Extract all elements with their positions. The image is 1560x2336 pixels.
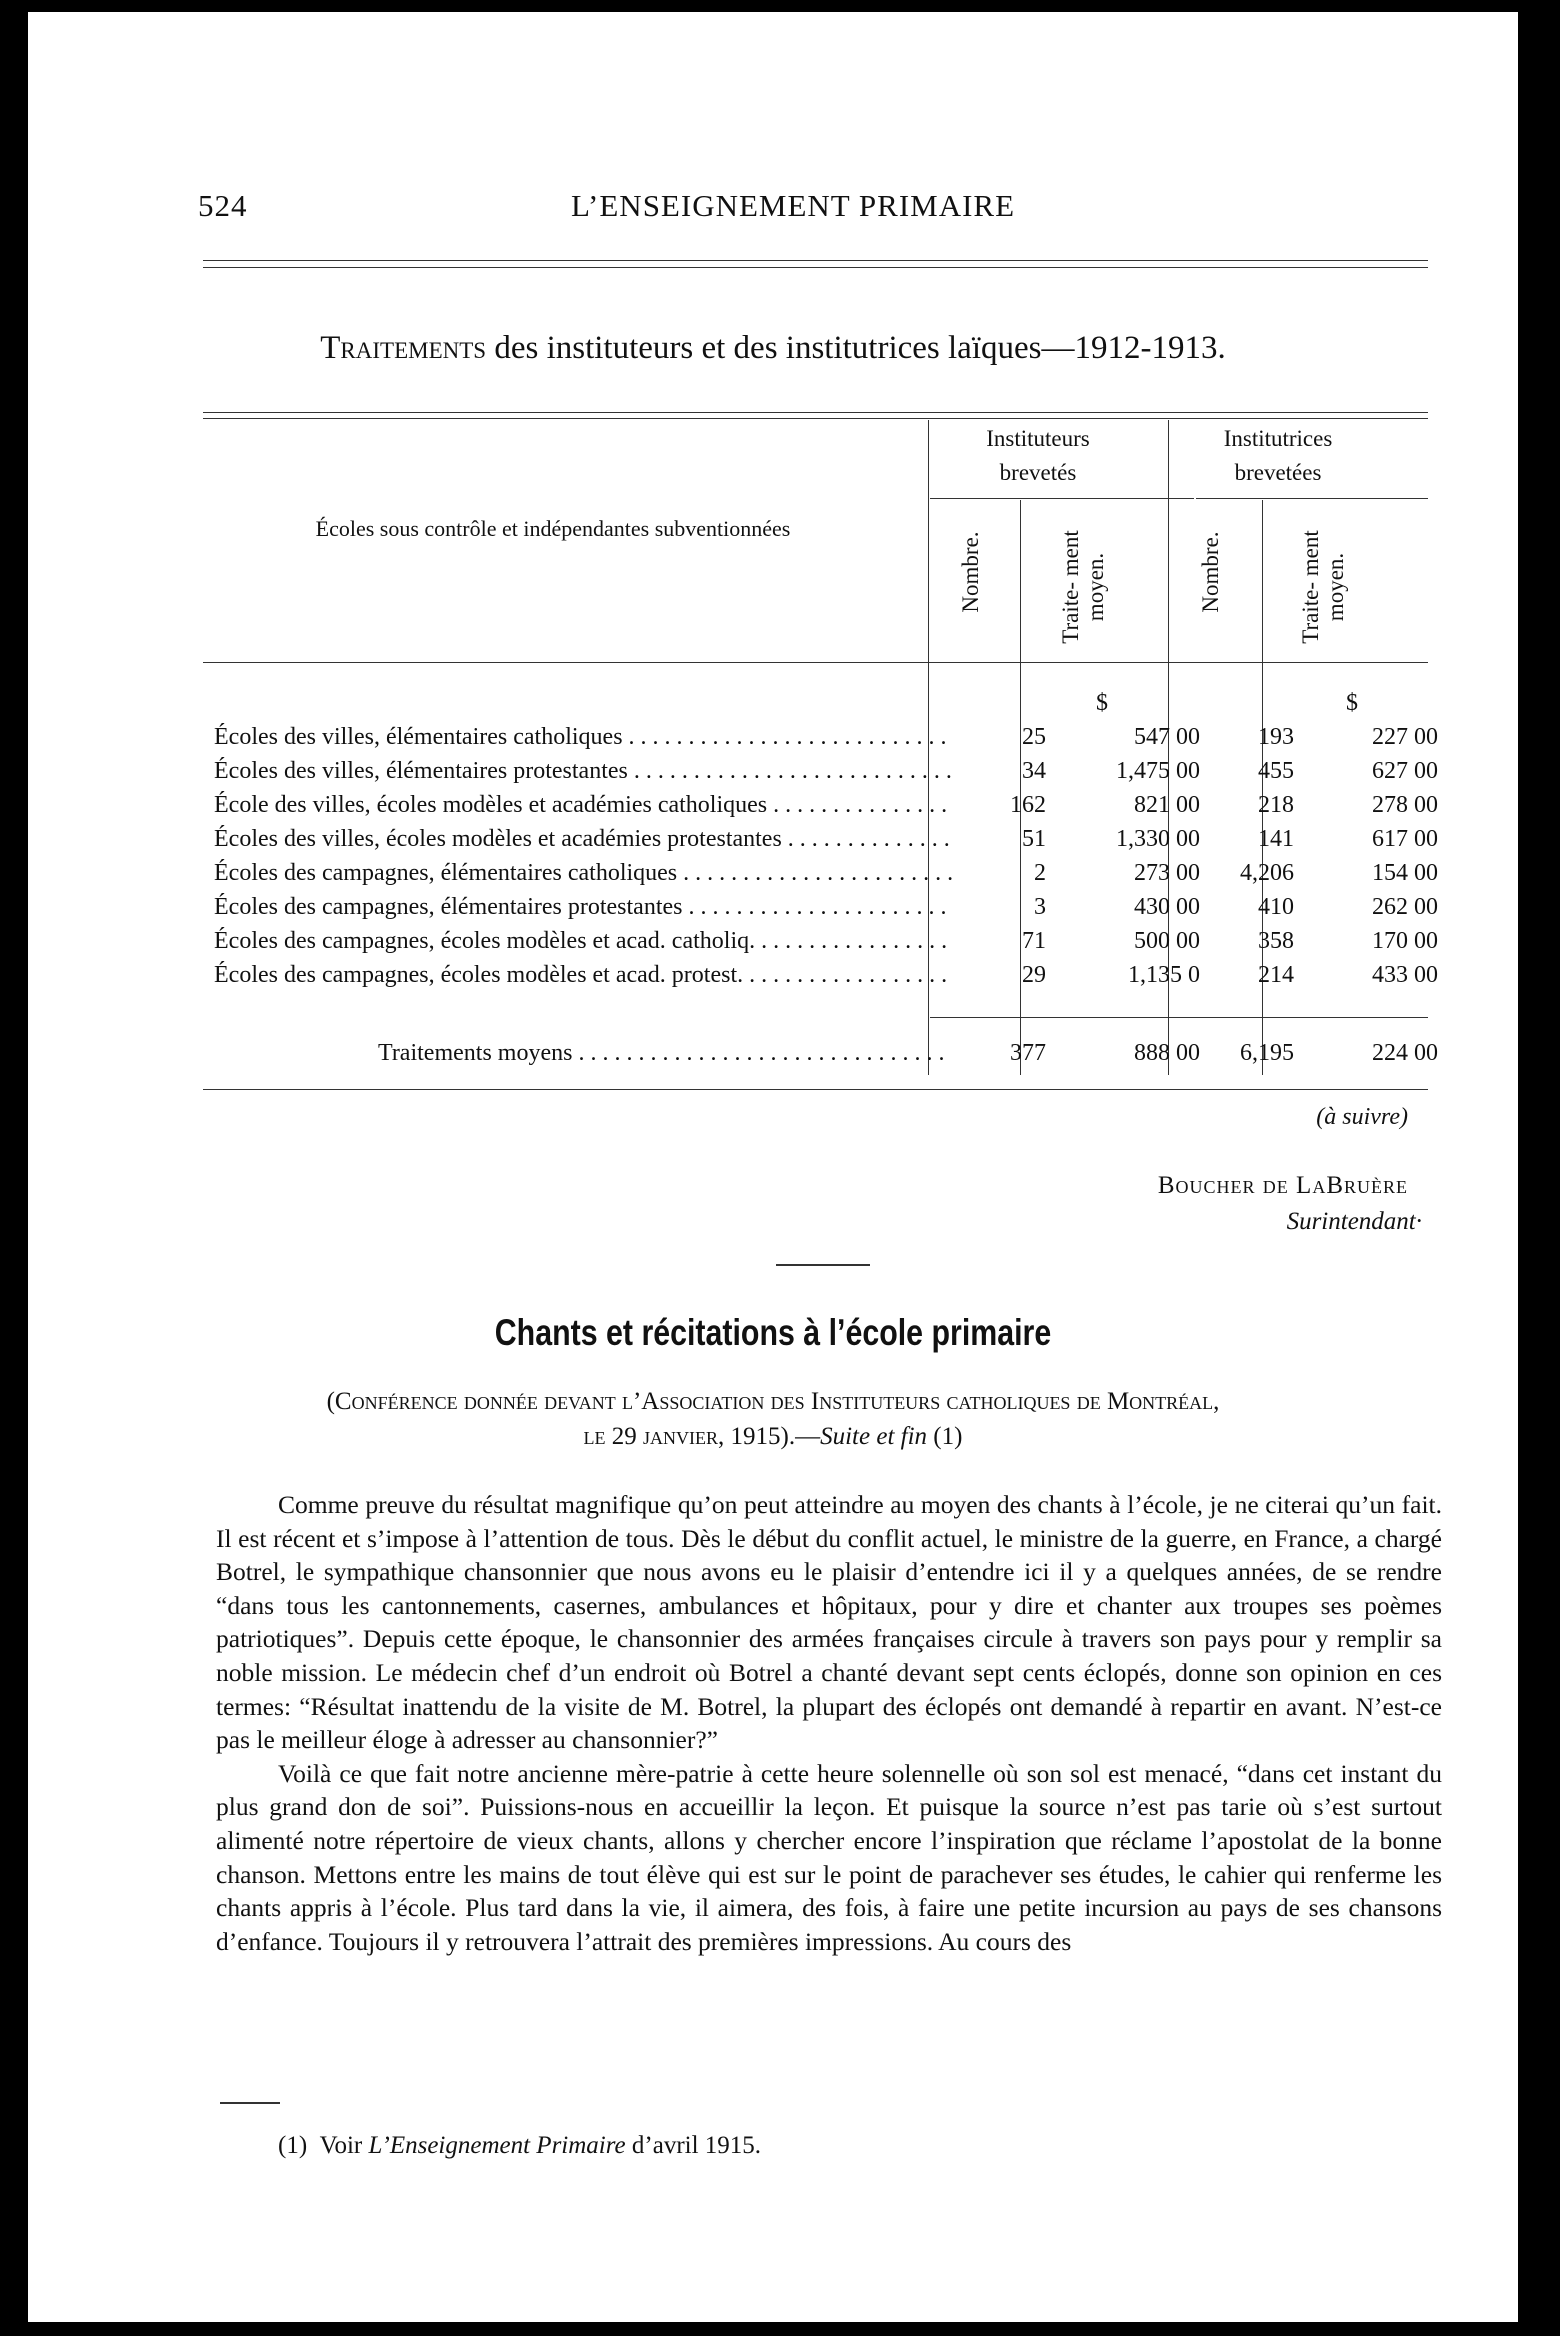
table-row: Écoles des campagnes, élémentaires catholiques . . . 2 273 00 4,206 154 00 — [28, 856, 1518, 890]
table-top-rule — [203, 412, 1428, 413]
article-body — [216, 1488, 1442, 1958]
table-row: École des villes, écoles modèles et académies catholiques . . . 162 821 00 218 278 00 — [28, 788, 1518, 822]
stub-header: Écoles sous contrôle et indépendantes subventionnées — [315, 516, 791, 541]
footnote: (1) Voir L’Enseignement Primaire d’avril 1915. — [278, 2132, 762, 2159]
article-subtitle-line2: le 29 janvier, 1915).—Suite et fin (1) — [583, 1423, 963, 1450]
paragraph: Voilà ce que fait notre ancienne mère-patrie à cette heure solennelle où son sol est menacé, “dans cet instant du plus grand don de soi”. Puissions-nous en accueillir la leçon. Et puisque la source n’est pas tarie où s’est surtout alimenté notre répertoire de vieux chants, allons y chercher encore l’inspiration que réclame l’apostolat de la bonne chanson. Mettons entre les mains de tout élève qui est sur le point de parachever ses études, le cahier qui renferme les chants appris à l’école. Plus tard dans la vie, il aimera, des fois, à faire une petite incursion au pays de ses chansons d’enfance. Toujours il y retrouvera l’attrait des premières impressions. Au cours des — [216, 1758, 1442, 1956]
col-header-traitement-2: Traite- ment moyen. — [1298, 530, 1348, 644]
paragraph: Comme preuve du résultat magnifique qu’on peut atteindre au moyen des chants à l’école, je ne citerai qu’un fait. Il est récent et s’impose à l’attention de tous. Dès le début du conflit actuel, le ministre de la guerre, en France, a chargé Botrel, le sympathique chansonnier que nous avons eu le plaisir d’entendre ici il y a quelques années, de se rendre “dans tous les cantonnements, casernes, ambulances et hôpitaux, pour y dire et chanter aux troupes ses poèmes patriotiques”. Depuis cette époque, le chansonnier des armées françaises circule à travers son pays pour y remplir sa noble mission. Le médecin chef d’un endroit où Botrel a chanté devant sept cents éclopés, donne son opinion en ces termes: “Résultat inattendu de la visite de M. Botrel, la plupart des éclopés ont demandé à repartir en avant. N’est-ce pas le meilleur éloge à adresser au chansonnier?” — [216, 1490, 1442, 1755]
article-subtitle-line1: (Conférence donnée devant l’Association des Instituteurs catholiques de Montréal, — [326, 1388, 1220, 1415]
table-row: Écoles des villes, élémentaires protestantes . . . 34 1,475 00 455 627 00 — [28, 754, 1518, 788]
table-top-rule-thin — [203, 418, 1428, 419]
footnote-rule — [220, 2102, 280, 2104]
header-bottom-rule — [203, 662, 1428, 663]
group-rule-2 — [1196, 498, 1428, 499]
page-number: 524 — [198, 188, 248, 223]
group-header-institutrices: Institutrices brevetées — [1223, 426, 1333, 485]
group-rule-1 — [930, 498, 1194, 499]
col-header-nombre: Nombre. — [958, 531, 983, 613]
table-row: Écoles des villes, écoles modèles et académies protestantes . . . 51 1,330 00 141 617 00 — [28, 822, 1518, 856]
table-title: Traitements des instituteurs et des institutrices laïques—1912-1913. — [320, 330, 1226, 366]
signature-title: Surintendant· — [1286, 1208, 1422, 1235]
total-rule — [930, 1017, 1428, 1018]
running-title: L’ENSEIGNEMENT PRIMAIRE — [570, 188, 1016, 223]
table-total-row: Traitements moyens . . . 377 888 00 6,195 224 00 — [28, 1036, 1518, 1070]
header-rule-thin — [203, 267, 1428, 268]
section-divider — [776, 1264, 870, 1266]
table-row: Écoles des campagnes, écoles modèles et acad. protest. . . . 29 1,135 0 214 433 00 — [28, 958, 1518, 992]
header-rule — [203, 260, 1428, 261]
article-title: Chants et récitations à l’école primaire — [494, 1312, 1052, 1353]
currency-row: $ $ — [1096, 690, 1358, 716]
signature-name: Boucher de LaBruère — [1157, 1172, 1408, 1199]
col-header-nombre-2: Nombre. — [1198, 531, 1223, 613]
table-row: Écoles des campagnes, élémentaires protestantes . . . 3 430 00 410 262 00 — [28, 890, 1518, 924]
document-page — [28, 12, 1518, 2322]
group-header-instituteurs: Instituteurs brevetés — [986, 426, 1090, 485]
page-edge — [1518, 0, 1560, 2336]
table-row: Écoles des villes, élémentaires catholiques . . . 25 547 00 193 227 00 — [28, 720, 1518, 754]
col-header-traitement: Traite- ment moyen. — [1058, 530, 1108, 644]
table-bottom-rule — [203, 1089, 1428, 1090]
a-suivre: (à suivre) — [1316, 1104, 1408, 1130]
table-row: Écoles des campagnes, écoles modèles et acad. catholiq. . . . 71 500 00 358 170 00 — [28, 924, 1518, 958]
